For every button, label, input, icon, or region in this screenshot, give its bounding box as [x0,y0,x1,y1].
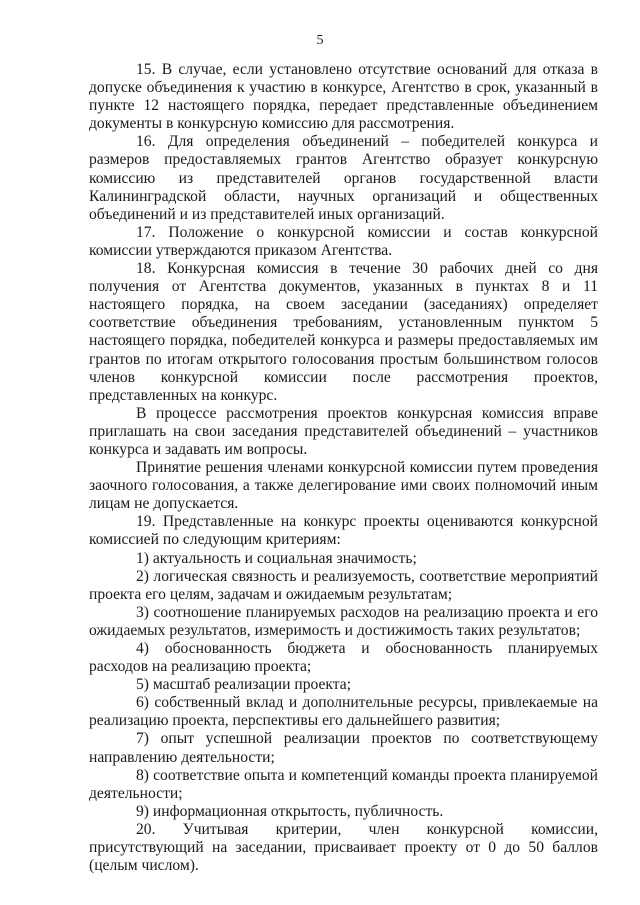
paragraph-19: 19. Представленные на конкурс проекты оцениваются конкурсной комиссией по следующим критериям: [89,513,598,549]
paragraph-18: 18. Конкурсная комиссия в течение 30 рабочих дней со дня получения от Агентства документов, указанных в пунктах 8 и 11 настоящего порядка, на своем заседании (заседаниях) определяет соответствие объединения требованиям, установленным пунктом 5 настоящего порядка, победителей конкурса и размеры предоставляемых им грантов по итогам открытого голосования простым большинством голосов членов конкурсной комиссии после рассмотрения проектов, представленных на конкурс. [89,260,598,404]
document-body [89,61,598,875]
page-number: 5 [316,33,324,48]
criterion-9: 9) информационная открытость, публичность. [136,802,444,820]
criterion-2: 2) логическая связность и реализуемость, соответствие мероприятий проекта его целям, задачам и ожидаемым результатам; [89,567,598,603]
paragraph-18-invite: В процессе рассмотрения проектов конкурсная комиссия вправе приглашать на свои заседания представителей объединений – участников конкурса и задавать им вопросы. [89,404,598,458]
criterion-8: 8) соответствие опыта и компетенций команды проекта планируемой деятельности; [89,766,598,802]
criterion-3: 3) соотношение планируемых расходов на реализацию проекта и его ожидаемых результатов, измеримость и достижимость таких результатов; [89,603,598,639]
paragraph-16: 16. Для определения объединений – победителей конкурса и размеров предоставляемых грантов Агентство образует конкурсную комиссию из представителей органов государственной власти Калининградской области, научных организаций и общественных объединений и из представителей иных организаций. [89,133,598,223]
criterion-4: 4) обоснованность бюджета и обоснованность планируемых расходов на реализацию проекта; [89,640,598,676]
criterion-6: 6) собственный вклад и дополнительные ресурсы, привлекаемые на реализацию проекта, перспективы его дальнейшего развития; [89,694,598,730]
paragraph-20: 20. Учитывая критерии, член конкурсной комиссии, присутствующий на заседании, присваивает проекту от 0 до 50 баллов (целым числом). [89,820,598,875]
criterion-5: 5) масштаб реализации проекта; [136,676,352,694]
criterion-7: 7) опыт успешной реализации проектов по соответствующему направлению деятельности; [89,730,598,766]
paragraph-17: 17. Положение о конкурсной комиссии и состав конкурсной комиссии утверждаются приказом Агентства. [89,223,598,259]
paragraph-18-no-proxy: Принятие решения членами конкурсной комиссии путем проведения заочного голосования, а также делегирование ими своих полномочий иным лицам не допускается. [89,459,598,513]
paragraph-15: 15. В случае, если установлено отсутствие оснований для отказа в допуске объединения к участию в конкурсе, Агентство в срок, указанный в пункте 12 настоящего порядка, передает представленные объединением документы в конкурсную комиссию для рассмотрения. [89,61,598,133]
criterion-1: 1) актуальность и социальная значимость; [136,549,417,567]
